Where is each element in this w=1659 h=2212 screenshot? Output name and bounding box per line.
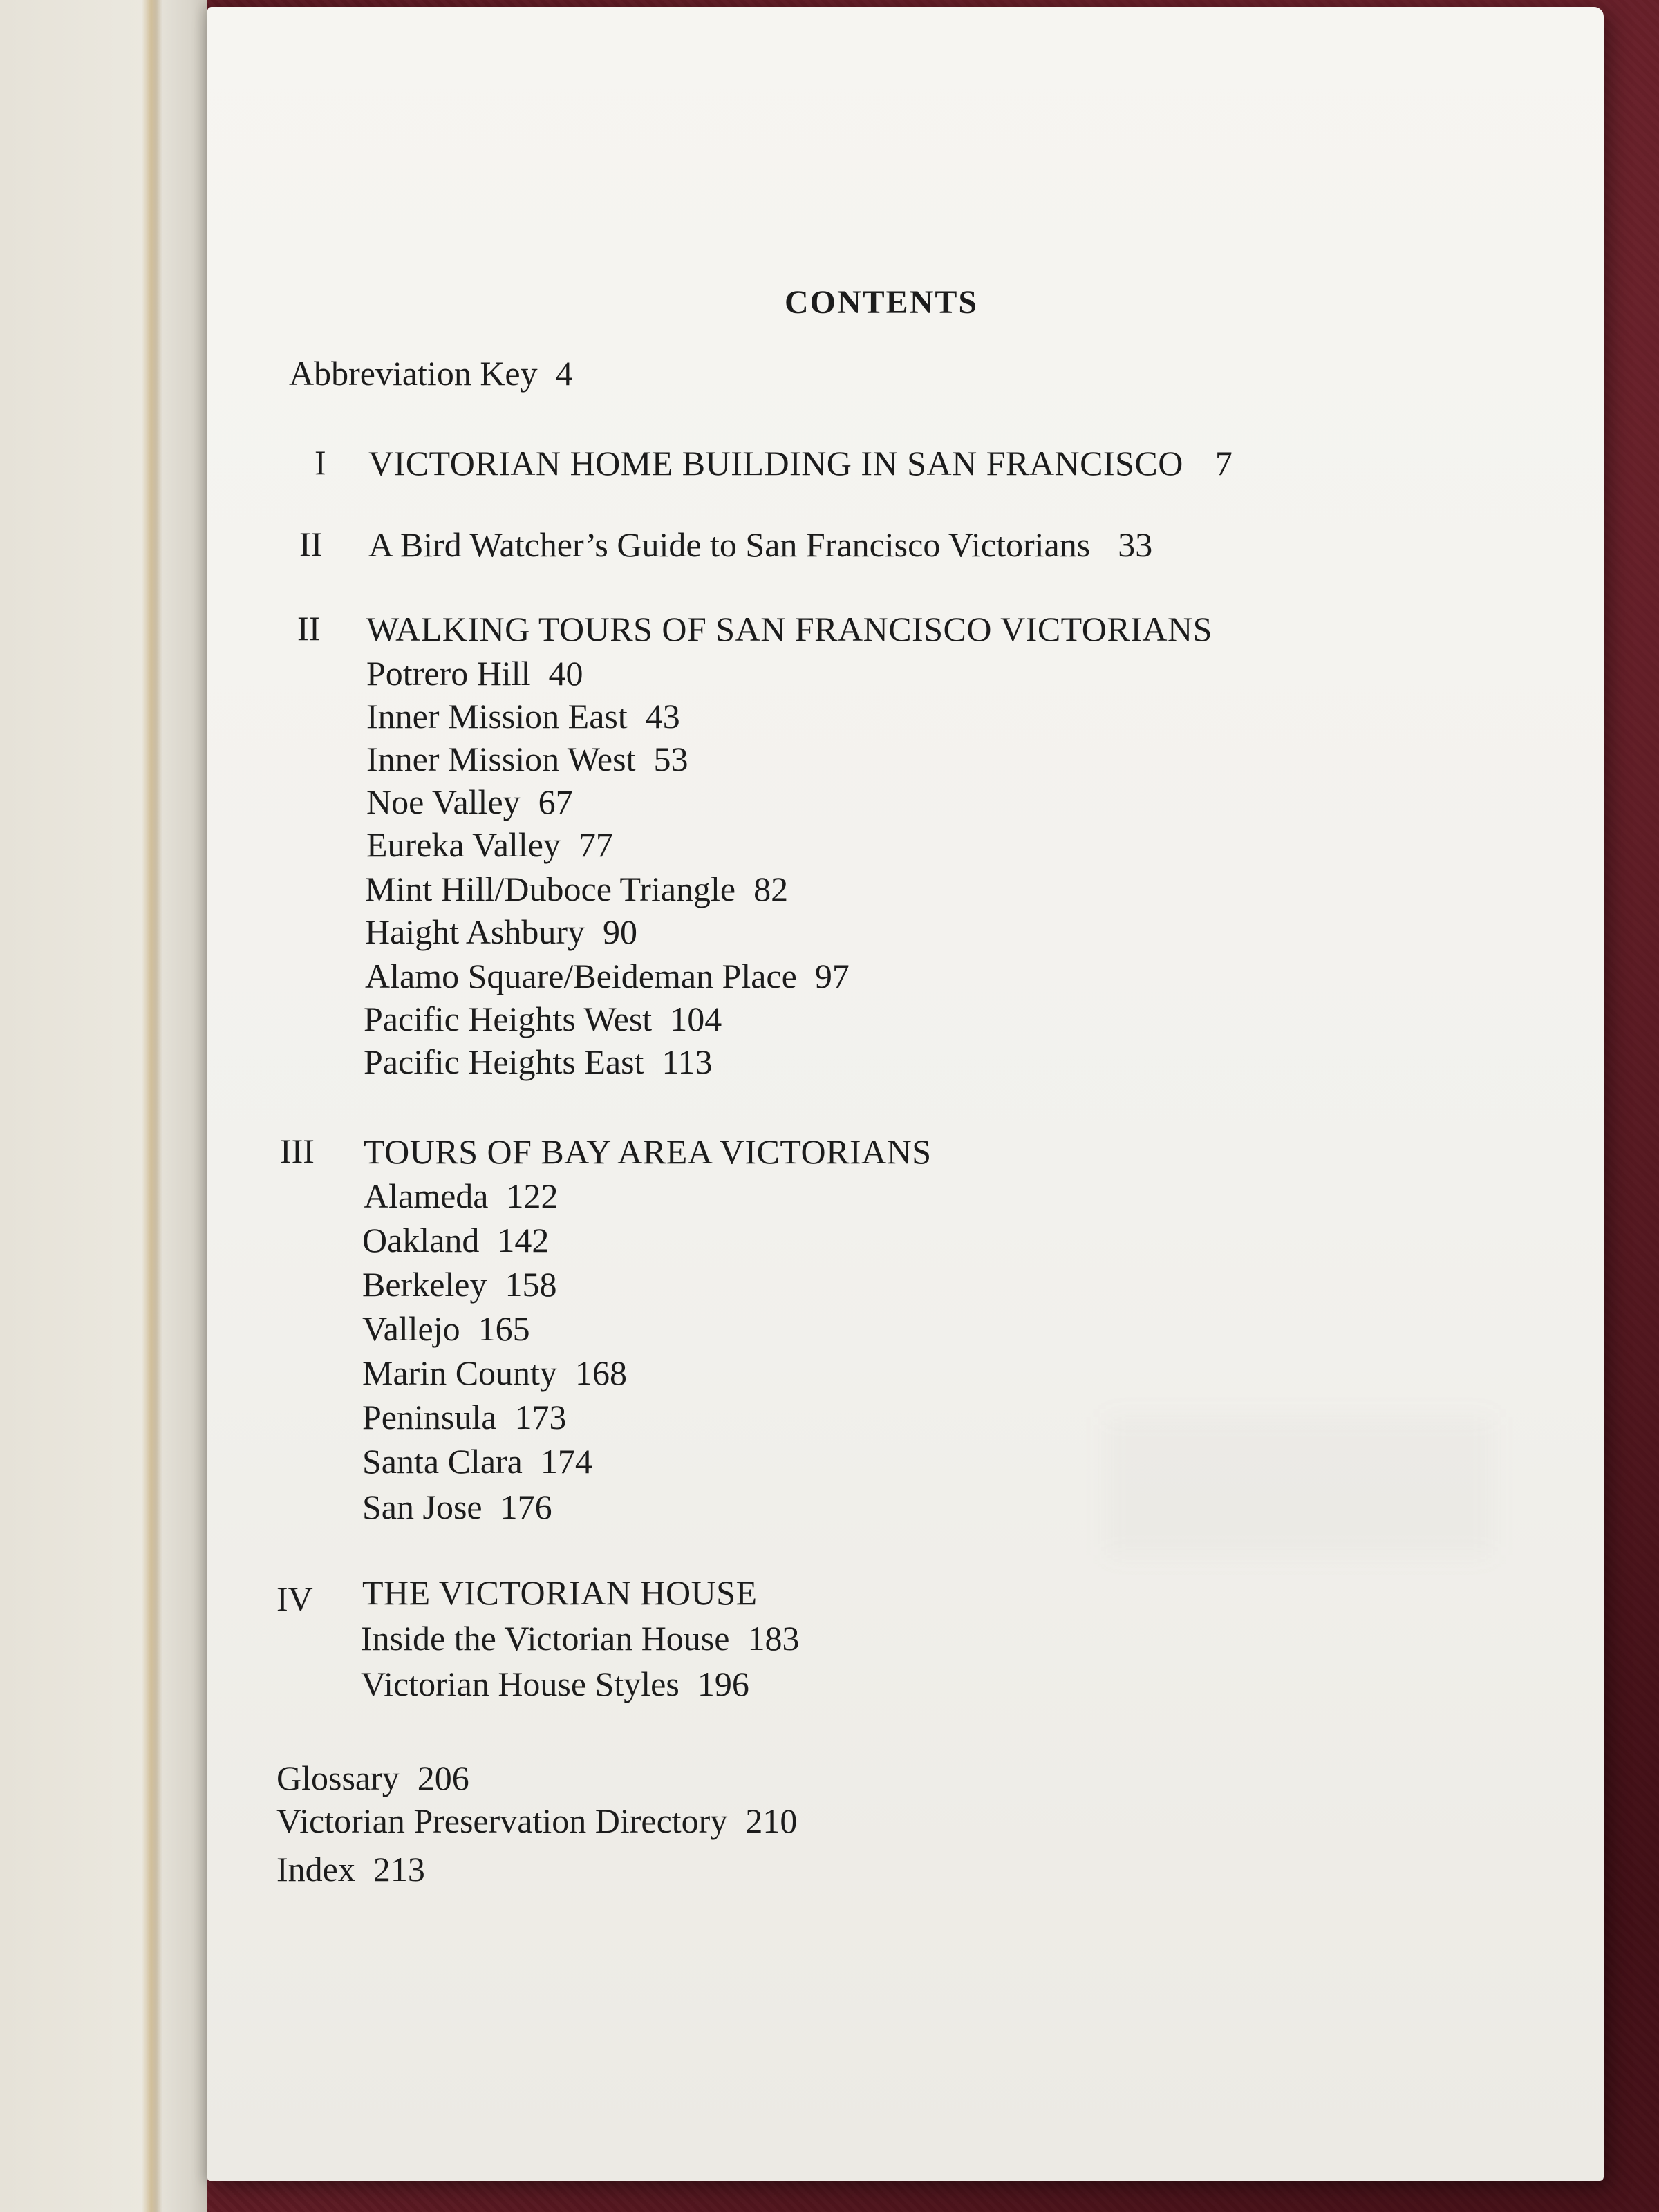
toc-entry-abbreviation-key[interactable] [289,353,573,394]
toc-entry-page: 196 [697,1665,749,1703]
toc-entry-page: 206 [417,1759,469,1797]
toc-entry[interactable] [361,1663,749,1705]
toc-entry-page: 176 [500,1488,552,1526]
toc-entry-page: 82 [753,870,789,908]
toc-entry-label: Vallejo [362,1309,460,1348]
toc-entry[interactable] [362,1219,549,1261]
toc-entry-label: Abbreviation Key [289,354,538,393]
toc-entry[interactable] [366,824,613,865]
toc-entry-page: 183 [747,1619,800,1658]
toc-entry[interactable] [365,868,788,910]
page-title: CONTENTS [785,284,979,321]
toc-entry[interactable] [365,955,850,997]
section-page: 33 [1118,525,1153,564]
toc-section-walking-tours[interactable]: WALKING TOURS OF SAN FRANCISCO VICTORIANS [366,610,1212,648]
section-numeral: I [315,443,326,482]
toc-entry-label: Pacific Heights West [364,1000,653,1038]
toc-entry[interactable] [362,1441,592,1482]
toc-entry[interactable] [364,1041,713,1082]
toc-entry-label: San Jose [362,1488,482,1526]
show-through-text [1106,1417,1493,1555]
toc-entry-label: Eureka Valley [366,825,561,864]
toc-entry-label: Inner Mission West [366,740,636,778]
book-spine-edge [142,0,162,2212]
toc-entry[interactable] [364,1175,558,1217]
toc-entry-label: Index [276,1850,355,1888]
toc-entry-index[interactable] [276,1848,425,1890]
toc-entry-label: Glossary [276,1759,400,1797]
toc-entry-label: Berkeley [362,1265,487,1304]
toc-entry-label: Santa Clara [362,1442,523,1481]
toc-entry-label: Pacific Heights East [364,1042,644,1081]
toc-entry-page: 165 [478,1309,530,1348]
section-numeral: II [297,609,321,648]
toc-entry[interactable] [366,781,573,823]
toc-entry-preservation-directory[interactable] [276,1800,797,1841]
toc-entry-glossary[interactable] [276,1757,469,1799]
section-numeral: II [299,525,323,563]
toc-entry-page: 173 [514,1398,567,1436]
toc-entry-page: 40 [548,654,583,693]
toc-entry-page: 97 [814,957,850,995]
toc-entry-page: 43 [645,697,680,735]
section-numeral: IV [276,1580,313,1618]
section-numeral: III [280,1132,315,1170]
toc-section-i[interactable] [368,442,1232,484]
toc-entry[interactable] [366,738,688,780]
toc-entry-page: 104 [670,1000,722,1038]
toc-entry-label: Potrero Hill [366,654,531,693]
toc-section-iv[interactable]: THE VICTORIAN HOUSE [362,1573,758,1612]
toc-entry-label: Peninsula [362,1398,497,1436]
toc-entry-label: Victorian Preservation Directory [276,1801,728,1840]
toc-entry-label: Inside the Victorian House [361,1619,730,1658]
toc-entry[interactable] [362,1264,556,1305]
toc-entry-label: Mint Hill/Duboce Triangle [365,870,736,908]
toc-entry[interactable] [364,998,722,1040]
toc-entry-page: 174 [540,1442,592,1481]
toc-entry[interactable] [362,1486,552,1528]
toc-entry-label: Marin County [362,1353,557,1392]
toc-entry-page: 77 [578,825,613,864]
toc-entry-page: 4 [555,354,573,393]
toc-entry[interactable] [366,653,583,694]
toc-entry-label: Alameda [364,1177,489,1215]
toc-entry[interactable] [366,695,680,737]
toc-entry-page: 158 [505,1265,557,1304]
toc-entry-page: 168 [574,1353,627,1392]
toc-entry[interactable] [362,1396,566,1438]
section-title: VICTORIAN HOME BUILDING IN SAN FRANCISCO [368,444,1183,482]
toc-section-iii[interactable]: TOURS OF BAY AREA VICTORIANS [364,1132,932,1171]
toc-entry-label: Haight Ashbury [365,912,585,951]
toc-entry-page: 213 [373,1850,425,1888]
toc-entry[interactable] [362,1308,530,1349]
toc-entry-label: Oakland [362,1221,480,1259]
toc-entry-page: 122 [506,1177,559,1215]
toc-entry-label: Alamo Square/Beideman Place [365,957,797,995]
toc-entry-label: Inner Mission East [366,697,628,735]
section-title: A Bird Watcher’s Guide to San Francisco Victorians [368,525,1091,564]
toc-entry-page: 210 [745,1801,798,1840]
toc-entry-label: Victorian House Styles [361,1665,679,1703]
facing-page [0,0,207,2212]
toc-entry-page: 67 [538,782,573,821]
toc-entry[interactable] [361,1618,799,1659]
toc-entry-page: 142 [497,1221,550,1259]
toc-entry-page: 53 [653,740,688,778]
section-page: 7 [1215,444,1233,482]
toc-section-ii-bird-watcher[interactable] [368,524,1152,565]
toc-entry-label: Noe Valley [366,782,521,821]
toc-entry-page: 90 [603,912,638,951]
toc-entry-page: 113 [662,1042,713,1081]
toc-entry[interactable] [362,1352,627,1394]
toc-entry[interactable] [365,911,637,953]
